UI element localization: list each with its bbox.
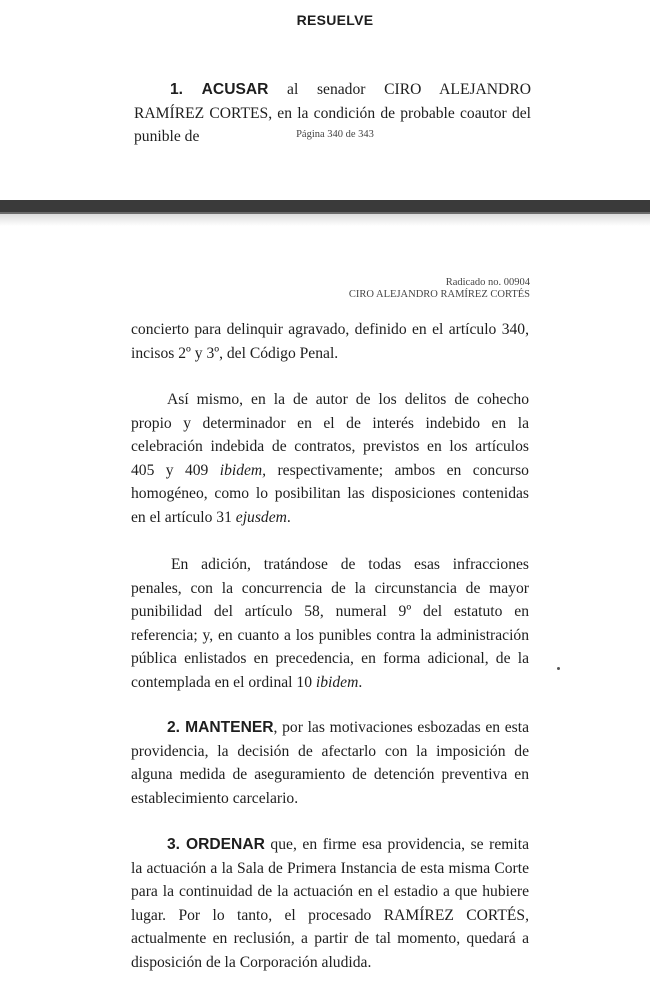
italic-text: ibidem bbox=[315, 673, 359, 691]
item-2-label: 2. MANTENER bbox=[167, 719, 274, 736]
paragraph-text: En adición, tratándose de todas esas infracciones penales, con la concurrencia de la circunstancia de mayor punibilidad del artículo 58, numeral 9º del estatuto en referencia; y, en cuanto a los punibles contra la administración pública enlistados en precedencia, en forma adicional, de la contemplada en el ordinal 10 bbox=[131, 556, 529, 691]
italic-text: ibidem, bbox=[219, 461, 267, 479]
italic-text: ejusdem bbox=[235, 508, 287, 526]
item-3-text: que, en firme esa providencia, se remita la actuación a la Sala de Primera Instancia de esta misma Corte para la continuidad de la actuación en el estadio a que hubiere lugar. Por lo tanto, el procesado RAMÍREZ CORTÉS, actualmente en reclusión, a partir de tal momento, quedará a disposición de la Corporación aludida. bbox=[131, 836, 529, 971]
page-header bbox=[349, 277, 530, 301]
scan-speck bbox=[557, 667, 560, 670]
paragraph-continuation: concierto para delinquir agravado, definido en el artículo 340, incisos 2º y 3º, del Código Penal. bbox=[131, 321, 529, 362]
defendant-name: CIRO ALEJANDRO RAMÍREZ CORTÉS bbox=[348, 289, 530, 300]
item-2-text: , por las motivaciones esbozadas en esta providencia, la decisión de afectarlo con la imposición de alguna medida de aseguramiento de detención preventiva en establecimiento carcelario. bbox=[131, 719, 529, 807]
paragraph-asi-mismo bbox=[131, 388, 529, 529]
item-1-verb: ACUSAR bbox=[201, 81, 269, 98]
section-heading: RESUELVE bbox=[296, 12, 374, 28]
paragraph-en-adicion bbox=[131, 553, 529, 694]
item-1-text: al senador CIRO ALEJANDRO RAMÍREZ CORTES, en la condición de probable coautor del punible de bbox=[134, 81, 531, 145]
page-separator bbox=[0, 200, 650, 214]
paragraph-text: respectivamente; ambos en concurso homogéneo, como lo posibilitan las disposiciones contenidas en el artículo 31 bbox=[131, 461, 529, 526]
previous-page bbox=[0, 0, 650, 200]
paragraph-text: . bbox=[358, 673, 363, 691]
item-3-label: 3. ORDENAR bbox=[167, 836, 265, 853]
paragraph-text: Así mismo, en la de autor de los delitos de cohecho propio y determinador en el de interés indebido en la celebración indebida de contratos, previstos en los artículos 405 y 409 bbox=[131, 391, 529, 479]
radicado-number: Radicado no. 00904 bbox=[445, 277, 530, 288]
page-separator-shadow bbox=[0, 214, 650, 226]
paragraph-text: . bbox=[286, 508, 291, 526]
resolution-item-2 bbox=[131, 716, 529, 810]
resolution-item-3 bbox=[131, 833, 529, 974]
page-footer: Página 340 de 343 bbox=[296, 129, 374, 140]
item-1-number: 1. bbox=[170, 81, 184, 98]
